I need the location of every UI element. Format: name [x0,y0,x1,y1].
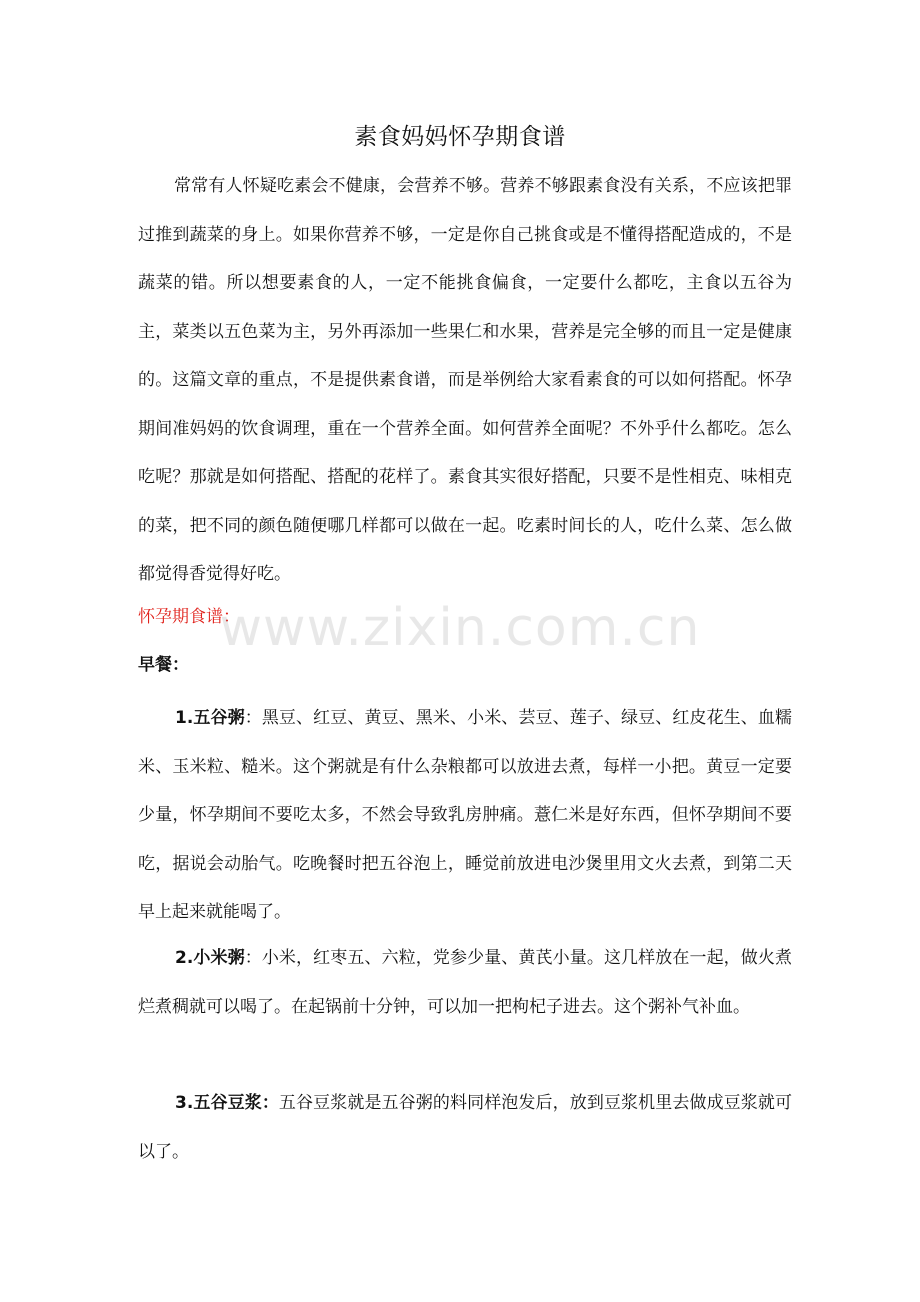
recipe-item-2 [138,934,792,1031]
recipe-item-text: 小米，红枣五、六粒，党参少量、黄芪小量。这几样放在一起，做火煮烂煮稠就可以喝了。在起锅前十分钟，可以加一把枸杞子进去。这个粥补气补血。 [138,948,793,1017]
recipe-item-1 [138,694,792,937]
recipe-item-text: 五谷豆浆就是五谷粥的料同样泡发后，放到豆浆机里去做成豆浆就可以了。 [138,1093,792,1162]
intro-paragraph: 常常有人怀疑吃素会不健康，会营养不够。营养不够跟素食没有关系，不应该把罪过推到蔬菜的身上。如果你营养不够，一定是你自己挑食或是不懂得搭配造成的，不是蔬菜的错。所以想要素食的人，一定不能挑食偏食，一定要什么都吃，主食以五谷为主，菜类以五色菜为主，另外再添加一些果仁和水果，营养是完全够的而且一定是健康的。这篇文章的重点，不是提供素食谱，而是举例给大家看素食的可以如何搭配。怀孕期间准妈妈的饮食调理，重在一个营养全面。如何营养全面呢？不外乎什么都吃。怎么吃呢？那就是如何搭配、搭配的花样了。素食其实很好搭配，只要不是性相克、味相克的菜，把不同的颜色随便哪几样都可以做在一起。吃素时间长的人，吃什么菜、怎么做都觉得香觉得好吃。 [138,176,792,584]
document-title: 素食妈妈怀孕期食谱 [354,124,566,150]
site-watermark: www.zixin.com.cn [219,598,701,658]
recipe-item-name: 1.五谷粥 [175,708,245,728]
recipe-item-name: 2.小米粥 [175,948,245,968]
breakfast-heading: 早餐： [138,655,189,675]
recipes-heading: 怀孕期食谱： [138,607,240,627]
recipe-item-name: 3.五谷豆浆： [175,1093,279,1113]
recipe-item-3 [138,1079,792,1176]
recipe-item-separator: ： [244,948,262,968]
recipe-item-separator: ： [244,708,262,728]
recipe-item-text: 黑豆、红豆、黄豆、黑米、小米、芸豆、莲子、绿豆、红皮花生、血糯米、玉米粒、糙米。这个粥就是有什么杂粮都可以放进去煮，每样一小把。黄豆一定要少量，怀孕期间不要吃太多，不然会导致乳房肿痛。薏仁米是好东西，但怀孕期间不要吃，据说会动胎气。吃晚餐时把五谷泡上，睡觉前放进电沙煲里用文火去煮，到第二天早上起来就能喝了。 [138,708,793,922]
